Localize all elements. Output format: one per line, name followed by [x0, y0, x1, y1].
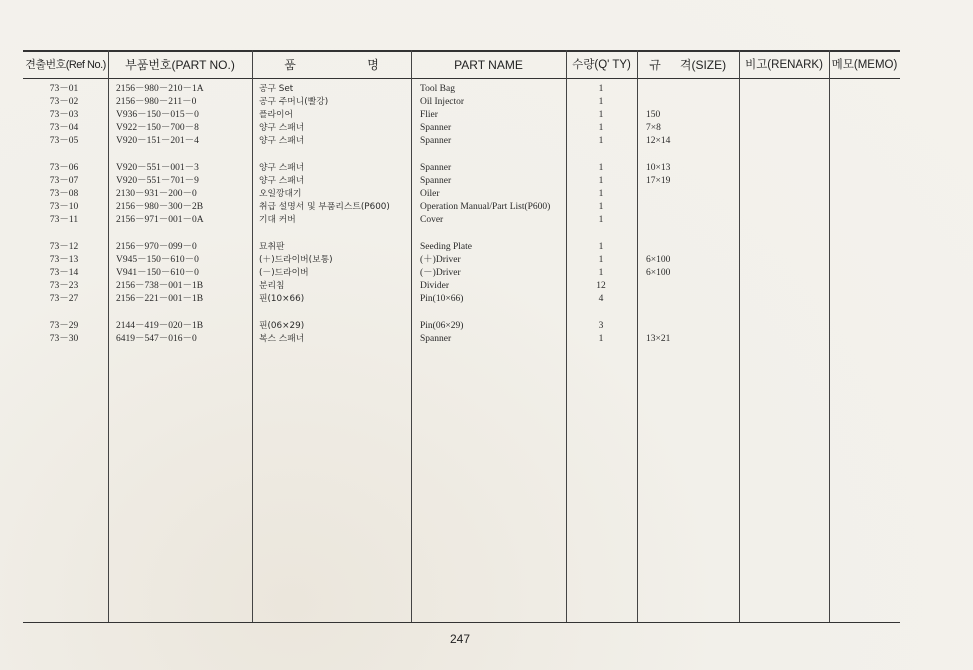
quantity-cell: 1 — [598, 176, 604, 186]
quantity-cell: 1 — [598, 202, 604, 212]
part-name-cell: Divider — [420, 281, 450, 291]
size-cell: 150 — [646, 110, 661, 120]
part-number-cell: 6419－547－016－0 — [116, 334, 197, 344]
ref-number-cell: 73－07 — [49, 176, 79, 186]
part-name-cell: Pin(06×29) — [420, 321, 464, 331]
quantity-cell: 1 — [598, 84, 604, 94]
table-row — [0, 135, 973, 148]
quantity-cell: 1 — [598, 97, 604, 107]
size-cell: 6×100 — [646, 255, 671, 265]
quantity-cell: 4 — [598, 294, 604, 304]
table-row — [0, 214, 973, 227]
header-part-no: 부품번호(PART NO.) — [125, 58, 235, 72]
part-number-cell: V922－150－700－8 — [116, 123, 199, 133]
part-number-cell: 2156－980－211－0 — [116, 97, 197, 107]
table-row — [0, 293, 973, 306]
ref-number-cell: 73－30 — [49, 334, 79, 344]
header-bottom-rule — [23, 78, 900, 79]
size-cell: 17×19 — [646, 176, 671, 186]
ref-number-cell: 73－01 — [49, 84, 79, 94]
part-name-cell: Spanner — [420, 123, 452, 133]
part-number-cell: V936－150－015－0 — [116, 110, 199, 120]
page-number: 247 — [449, 632, 471, 646]
size-cell: 12×14 — [646, 136, 671, 146]
part-number-cell: 2156－970－099－0 — [116, 242, 197, 252]
ref-number-cell: 73－05 — [49, 136, 79, 146]
table-row — [0, 122, 973, 135]
header-part-name: PART NAME — [454, 58, 523, 72]
ref-number-cell: 73－04 — [49, 123, 79, 133]
quantity-cell: 1 — [598, 189, 604, 199]
part-number-cell: V945－150－610－0 — [116, 255, 199, 265]
ref-number-cell: 73－23 — [49, 281, 79, 291]
korean-name-cell: 양구 스패너 — [259, 163, 305, 173]
quantity-cell: 1 — [598, 215, 604, 225]
part-name-cell: Spanner — [420, 163, 452, 173]
quantity-cell: 3 — [598, 321, 604, 331]
table-row — [0, 201, 973, 214]
size-cell: 7×8 — [646, 123, 661, 133]
header-korean-name-second: 명 — [367, 58, 379, 72]
header-size-first: 규 — [649, 58, 661, 72]
header-ref-no: 견출번호(Ref No.) — [25, 59, 106, 71]
quantity-cell: 1 — [598, 268, 604, 278]
korean-name-cell: 복스 스패너 — [259, 334, 305, 344]
korean-name-cell: 묘취판 — [259, 242, 285, 252]
quantity-cell: 1 — [598, 242, 604, 252]
table-row — [0, 333, 973, 346]
quantity-cell: 1 — [598, 163, 604, 173]
part-name-cell: Seeding Plate — [420, 242, 472, 252]
korean-name-cell: 분리침 — [259, 281, 285, 291]
table-bottom-rule — [23, 622, 900, 623]
part-number-cell: 2156－738－001－1B — [116, 281, 204, 291]
quantity-cell: 1 — [598, 110, 604, 120]
table-row — [0, 175, 973, 188]
quantity-cell: 1 — [598, 334, 604, 344]
korean-name-cell: 핀(06×29) — [259, 321, 305, 331]
ref-number-cell: 73－02 — [49, 97, 79, 107]
quantity-cell: 1 — [598, 123, 604, 133]
korean-name-cell: 취급 설명서 및 부품리스트(P600) — [259, 202, 390, 212]
header-memo: 메모(MEMO) — [831, 59, 898, 71]
part-name-cell: Oil Injector — [420, 97, 465, 107]
korean-name-cell: 플라이어 — [259, 110, 293, 120]
part-name-cell: Spanner — [420, 136, 452, 146]
part-number-cell: V920－151－201－4 — [116, 136, 199, 146]
part-number-cell: 2144－419－020－1B — [116, 321, 204, 331]
part-name-cell: Tool Bag — [420, 84, 455, 94]
korean-name-cell: 공구 Set — [259, 84, 294, 94]
quantity-cell: 1 — [598, 255, 604, 265]
part-name-cell: Pin(10×66) — [420, 294, 464, 304]
table-row — [0, 162, 973, 175]
ref-number-cell: 73－29 — [49, 321, 79, 331]
table-row — [0, 280, 973, 293]
korean-name-cell: 양구 스패너 — [259, 176, 305, 186]
part-number-cell: 2156－221－001－1B — [116, 294, 204, 304]
part-name-cell: Operation Manual/Part List(P600) — [420, 202, 551, 212]
part-name-cell: (＋)Driver — [420, 255, 461, 265]
table-row — [0, 320, 973, 333]
table-row — [0, 267, 973, 280]
ref-number-cell: 73－10 — [49, 202, 79, 212]
quantity-cell: 12 — [596, 281, 606, 291]
ref-number-cell: 73－13 — [49, 255, 79, 265]
korean-name-cell: 핀(10×66) — [259, 294, 305, 304]
part-name-cell: Oiler — [420, 189, 440, 199]
korean-name-cell: 공구 주머니(빨강) — [259, 97, 329, 107]
size-cell: 10×13 — [646, 163, 671, 173]
part-number-cell: V920－551－701－9 — [116, 176, 199, 186]
part-name-cell: (－)Driver — [420, 268, 461, 278]
part-number-cell: 2156－980－300－2B — [116, 202, 204, 212]
header-size-second: 격(SIZE) — [679, 58, 727, 72]
header-quantity: 수량(Q' TY) — [572, 59, 631, 71]
ref-number-cell: 73－03 — [49, 110, 79, 120]
part-number-cell: V920－551－001－3 — [116, 163, 199, 173]
korean-name-cell: 양구 스패너 — [259, 136, 305, 146]
part-number-cell: 2156－980－210－1A — [116, 84, 204, 94]
table-row — [0, 109, 973, 122]
header-remark: 비고(RENARK) — [745, 59, 823, 71]
korean-name-cell: 양구 스패너 — [259, 123, 305, 133]
quantity-cell: 1 — [598, 136, 604, 146]
korean-name-cell: (＋)드라이버(보통) — [259, 255, 333, 265]
ref-number-cell: 73－27 — [49, 294, 79, 304]
size-cell: 6×100 — [646, 268, 671, 278]
part-name-cell: Spanner — [420, 334, 452, 344]
size-cell: 13×21 — [646, 334, 671, 344]
korean-name-cell: (－)드라이버 — [259, 268, 309, 278]
korean-name-cell: 오일깡대기 — [259, 189, 302, 199]
table-row — [0, 254, 973, 267]
part-number-cell: 2156－971－001－0A — [116, 215, 204, 225]
ref-number-cell: 73－14 — [49, 268, 79, 278]
korean-name-cell: 기대 커버 — [259, 215, 296, 225]
table-row — [0, 83, 973, 96]
ref-number-cell: 73－12 — [49, 242, 79, 252]
ref-number-cell: 73－08 — [49, 189, 79, 199]
table-row — [0, 188, 973, 201]
part-number-cell: 2130－931－200－0 — [116, 189, 197, 199]
part-name-cell: Cover — [420, 215, 444, 225]
header-korean-name-first: 품 — [284, 58, 296, 72]
ref-number-cell: 73－11 — [49, 215, 79, 225]
part-name-cell: Spanner — [420, 176, 452, 186]
part-name-cell: Flier — [420, 110, 438, 120]
table-row — [0, 96, 973, 109]
table-row — [0, 241, 973, 254]
ref-number-cell: 73－06 — [49, 163, 79, 173]
part-number-cell: V941－150－610－0 — [116, 268, 199, 278]
